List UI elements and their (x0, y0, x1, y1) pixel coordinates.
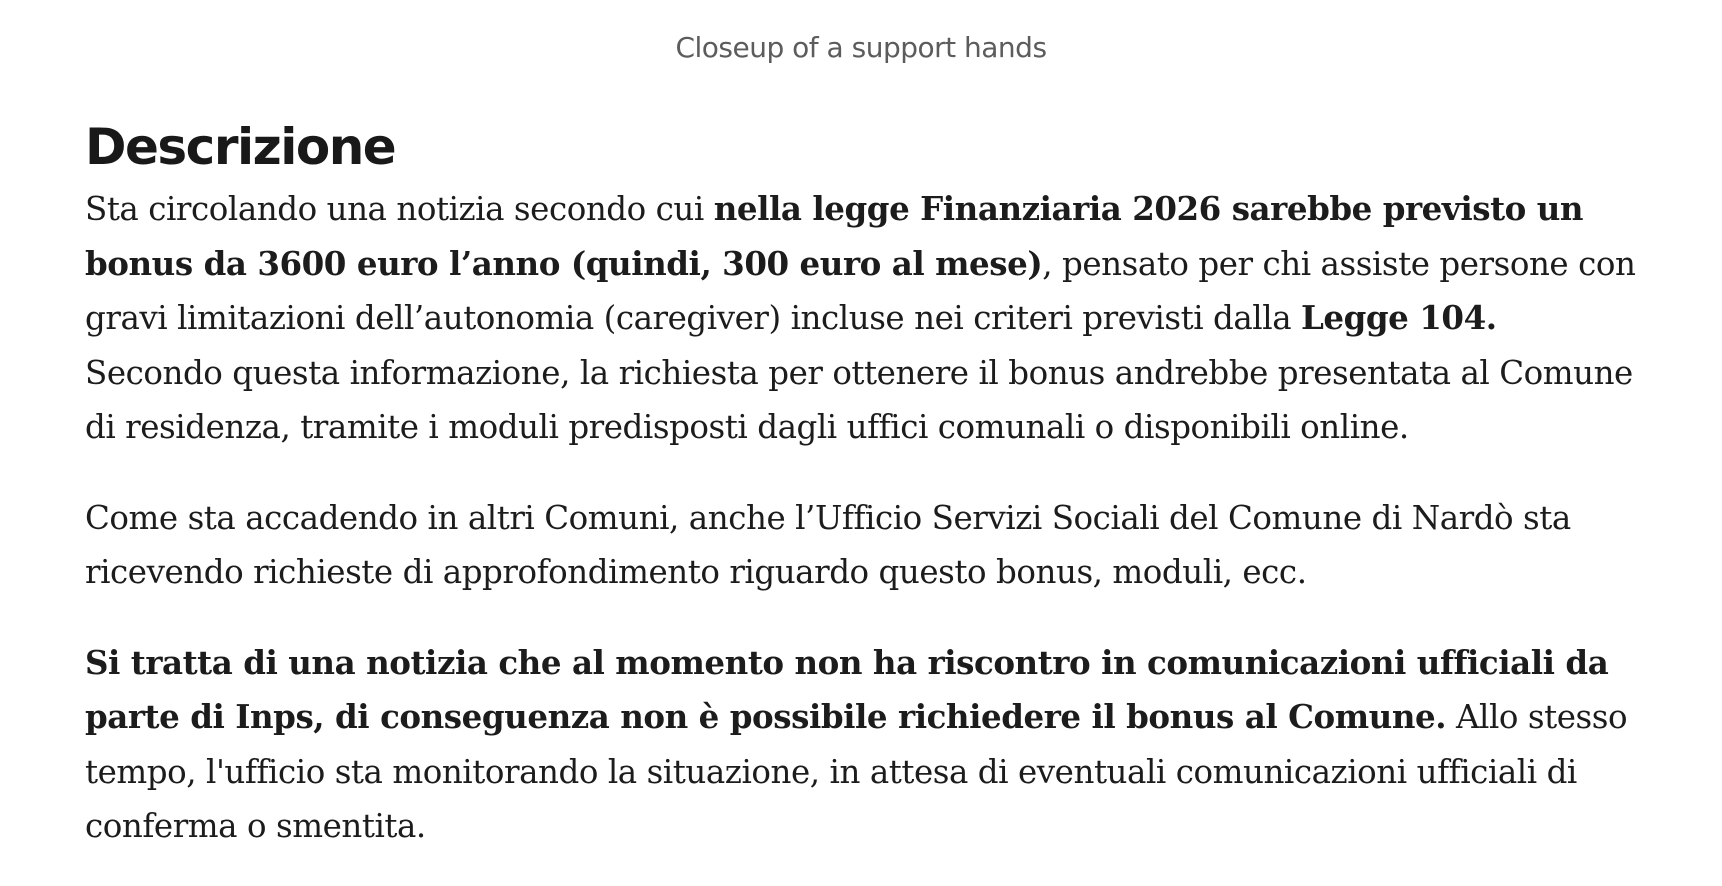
paragraph-1-intro: Sta circolando una notizia secondo cui (85, 190, 714, 228)
paragraph-2: Come sta accadendo in altri Comuni, anche l’Ufficio Servizi Sociali del Comune di Nardò sta ricevendo richieste di approfondimento riguardo questo bonus, moduli, ecc. (85, 498, 1571, 591)
paragraph-1-middle: , pensato per chi assiste persone con gravi limitazioni dell’autonomia (caregiver) incluse nei criteri previsti dalla (85, 244, 1636, 337)
paragraph-3-rest: Allo stesso tempo, l'ufficio sta monitorando la situazione, in attesa di eventuali comunicazioni ufficiali di conferma o smentita. (85, 698, 1628, 845)
paragraph-3-bold-statement: Si tratta di una notizia che al momento non ha riscontro in comunicazioni ufficiali da parte di Inps, di conseguenza non è possibile richiedere il bonus al Comune. (85, 642, 1609, 736)
paragraph-3 (85, 636, 1645, 854)
paragraph-1-bold-claim: nella legge Finanziaria 2026 sarebbe previsto un bonus da 3600 euro l’anno (quindi, 300 euro al mese) (85, 189, 1584, 283)
paragraph-1-bold-law: Legge 104. (1301, 298, 1497, 337)
paragraph-1-line-2: Secondo questa informazione, la richiesta per ottenere il bonus andrebbe presentata al Comune di residenza, tramite i moduli predisposti dagli uffici comunali o disponibili online. (85, 353, 1633, 446)
description-section (85, 112, 1645, 854)
description-body (85, 182, 1645, 854)
paragraph-1 (85, 182, 1645, 455)
image-caption: Closeup of a support hands (675, 31, 1047, 64)
section-title: Descrizione (85, 118, 396, 176)
